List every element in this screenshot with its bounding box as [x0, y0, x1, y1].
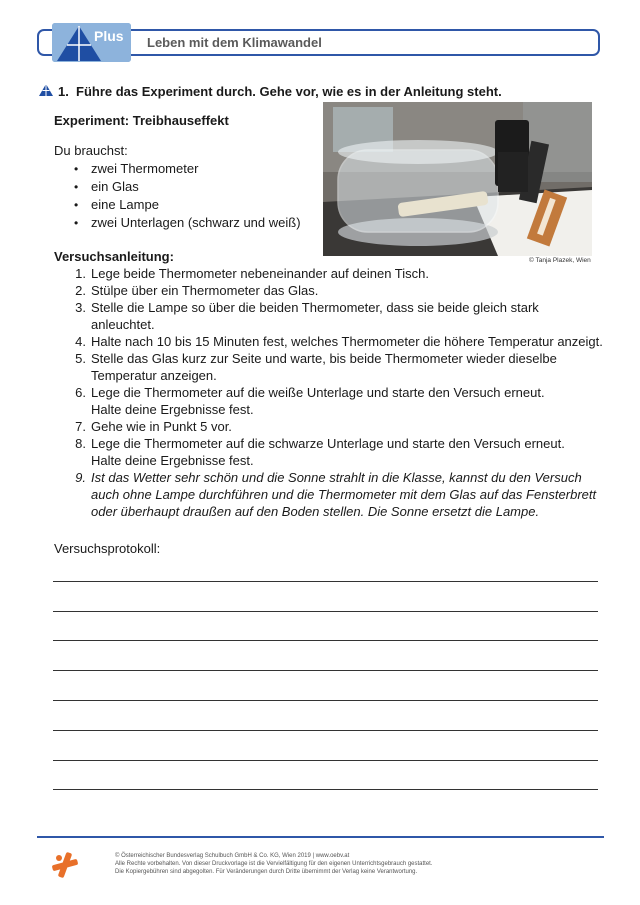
step-number: 8. — [75, 436, 86, 451]
step-text: Lege die Thermometer auf die schwarze Unterlage und starte den Versuch erneut. — [91, 436, 565, 451]
list-item — [54, 418, 614, 435]
list-item: • zwei Unterlagen (schwarz und weiß) — [54, 214, 301, 232]
list-item — [54, 435, 614, 469]
step-number: 9. — [75, 470, 86, 485]
pyramid-task-icon — [38, 83, 54, 97]
writing-line[interactable] — [53, 700, 598, 701]
logo-label: Plus — [94, 28, 124, 44]
list-item — [54, 469, 614, 520]
task-instruction: Führe das Experiment durch. Gehe vor, wie es in der Anleitung steht. — [76, 84, 502, 99]
experiment-setup-illustration — [323, 102, 592, 256]
list-item — [54, 282, 614, 299]
step-text: Lege die Thermometer auf die weiße Unterlage und starte den Versuch erneut. — [91, 385, 545, 400]
step-text: Stelle die Lampe so über die beiden Thermometer, dass sie beide gleich stark — [91, 300, 539, 315]
footer-line: Die Kopiergebühren sind abgegolten. Für Veränderungen durch Dritte übernimmt der Verlag keine Verantwortung. — [115, 869, 418, 875]
step-number: 7. — [75, 419, 86, 434]
plus-logo — [52, 23, 131, 62]
step-text: auch ohne Lampe durchführen und die Thermometer mit dem Glas auf das Fensterbrett — [91, 487, 597, 502]
photo-credit: © Tanja Plazek, Wien — [529, 257, 591, 264]
writing-line[interactable] — [53, 789, 598, 790]
step-number: 1. — [75, 266, 86, 281]
footer-rule — [37, 836, 604, 838]
instructions-list — [54, 265, 614, 520]
writing-line[interactable] — [53, 581, 598, 582]
instructions-title: Versuchsanleitung: — [54, 249, 174, 264]
list-item — [54, 265, 614, 282]
step-text: Stelle das Glas kurz zur Seite und warte, bis beide Thermometer wieder dieselbe — [91, 351, 557, 366]
list-item: • ein Glas — [54, 178, 301, 196]
task-number: 1. — [58, 84, 69, 99]
step-text: Halte nach 10 bis 15 Minuten fest, welches Thermometer die höhere Temperatur anzeigt. — [91, 334, 603, 349]
step-text: oder überhaupt draußen auf den Boden stellen. Die Sonne ersetzt die Lampe. — [91, 504, 540, 519]
materials-list — [54, 160, 301, 232]
step-number: 3. — [75, 300, 86, 315]
step-number: 2. — [75, 283, 86, 298]
oebv-logo-icon — [50, 850, 80, 880]
writing-line[interactable] — [53, 670, 598, 671]
list-item — [54, 384, 614, 418]
materials-intro: Du brauchst: — [54, 143, 128, 158]
step-text: Halte deine Ergebnisse fest. — [91, 402, 254, 417]
writing-line[interactable] — [53, 730, 598, 731]
protocol-label: Versuchsprotokoll: — [54, 541, 161, 556]
step-text: Lege beide Thermometer nebeneinander auf deinen Tisch. — [91, 266, 429, 281]
list-item: • zwei Thermometer — [54, 160, 301, 178]
step-text: Gehe wie in Punkt 5 vor. — [91, 419, 232, 434]
step-number: 5. — [75, 351, 86, 366]
step-number: 6. — [75, 385, 86, 400]
list-item: • eine Lampe — [54, 196, 301, 214]
step-text: Stülpe über ein Thermometer das Glas. — [91, 283, 319, 298]
writing-line[interactable] — [53, 611, 598, 612]
writing-line[interactable] — [53, 640, 598, 641]
page-title: Leben mit dem Klimawandel — [147, 35, 322, 50]
step-text: Ist das Wetter sehr schön und die Sonne strahlt in die Klasse, kannst du den Versuch — [91, 470, 582, 485]
list-item — [54, 350, 614, 384]
writing-line[interactable] — [53, 760, 598, 761]
experiment-photo — [323, 102, 592, 256]
step-number: 4. — [75, 334, 86, 349]
experiment-title: Experiment: Treibhauseffekt — [54, 113, 229, 128]
footer-line: Alle Rechte vorbehalten. Von dieser Druckvorlage ist die Vervielfältigung für den eigenen Unterrichtsgebrauch gestattet. — [115, 861, 433, 867]
footer-copyright — [115, 852, 433, 876]
step-text: anleuchtet. — [91, 317, 155, 332]
step-text: Temperatur anzeigen. — [91, 368, 217, 383]
list-item — [54, 333, 614, 350]
list-item — [54, 299, 614, 333]
footer-line: © Österreichischer Bundesverlag Schulbuch GmbH & Co. KG, Wien 2019 | www.oebv.at — [115, 853, 350, 859]
step-text: Halte deine Ergebnisse fest. — [91, 453, 254, 468]
